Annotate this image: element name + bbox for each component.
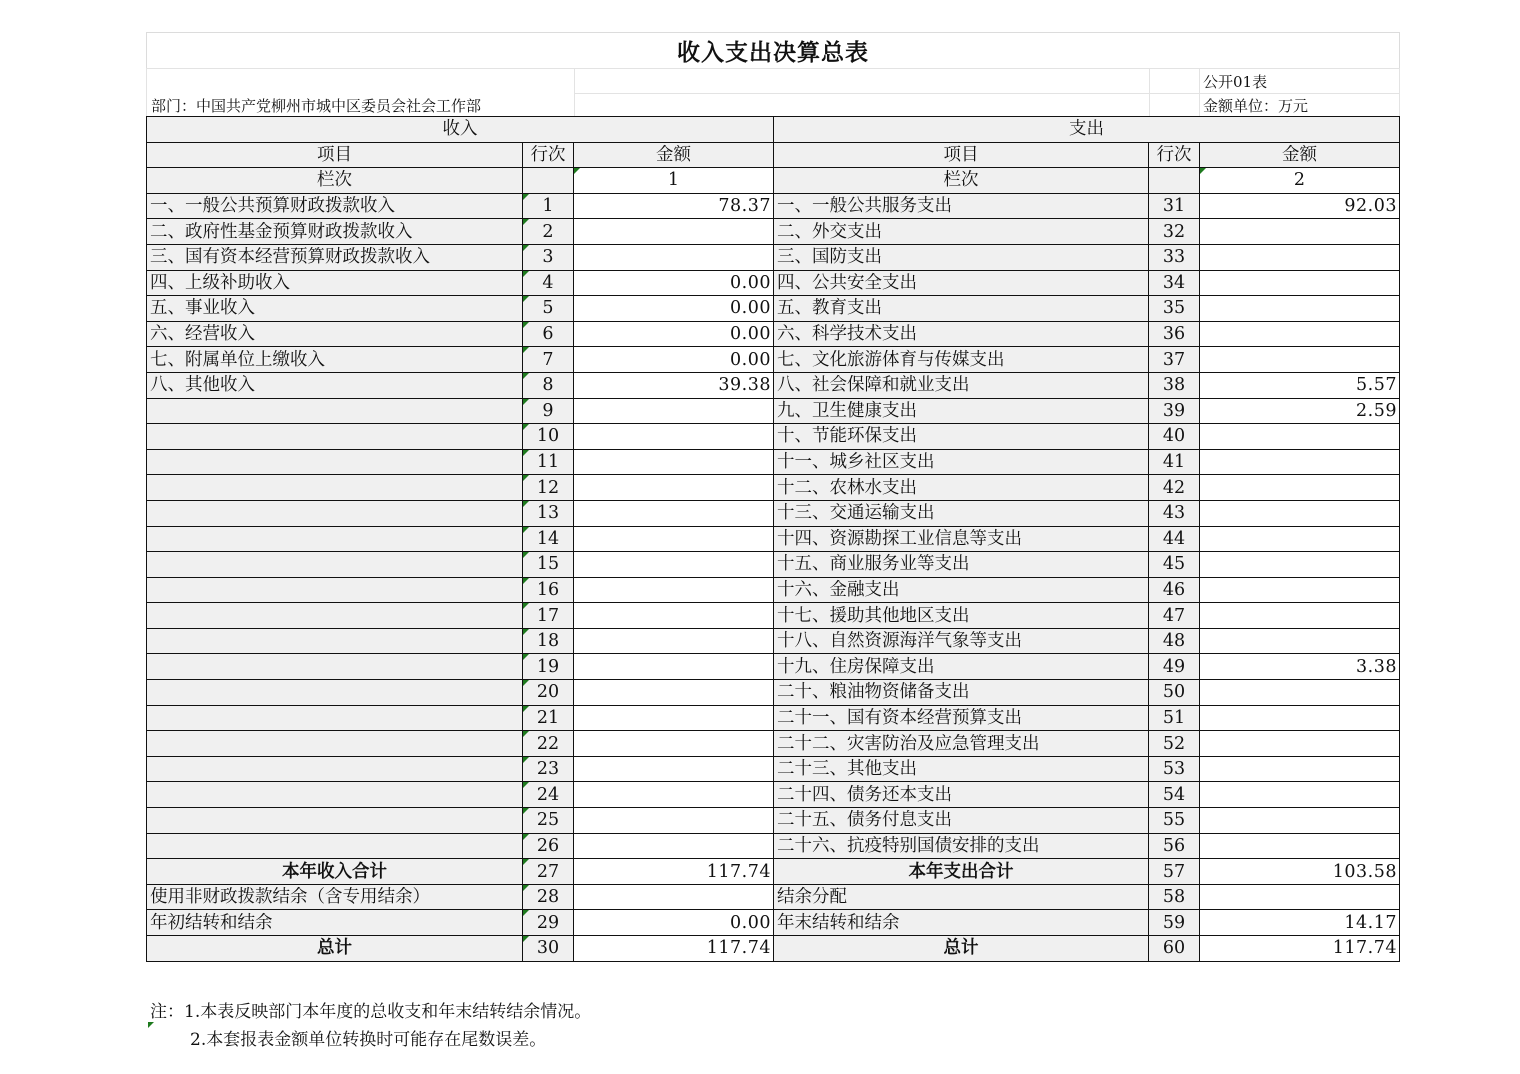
income-item-cell [147,808,523,834]
income-row-number: 29 [523,910,574,936]
income-amount-cell [574,500,774,526]
expense-amount-header: 金额 [1200,142,1400,168]
expense-row-number: 43 [1149,500,1200,526]
income-row-number: 5 [523,296,574,322]
table-row [147,577,1400,603]
table-row [147,449,1400,475]
income-row-number: 30 [523,936,574,962]
expense-item-cell: 二十、粮油物资储备支出 [774,680,1149,706]
cell-note-marker [148,1022,154,1028]
total-row [147,859,1400,885]
expense-item-cell: 二十一、国有资本经营预算支出 [774,705,1149,731]
table-row [147,833,1400,859]
expense-row-number: 59 [1149,910,1200,936]
income-amount-header: 金额 [574,142,774,168]
income-item-cell [147,705,523,731]
expense-row-number: 41 [1149,449,1200,475]
income-item-cell: 使用非财政拨款结余（含专用结余） [147,884,523,910]
income-lanci-empty [523,168,574,194]
expense-amount-cell [1200,603,1400,629]
expense-item-cell: 四、公共安全支出 [774,270,1149,296]
expense-row-header: 行次 [1149,142,1200,168]
income-row-number: 17 [523,603,574,629]
income-amount-cell: 39.38 [574,372,774,398]
income-amount-cell [574,680,774,706]
note-2: 2.本套报表金额单位转换时可能存在尾数误差。 [190,1030,547,1050]
table-row [147,782,1400,808]
income-amount-cell [574,833,774,859]
income-item-cell: 五、事业收入 [147,296,523,322]
income-amount-cell: 78.37 [574,193,774,219]
expense-row-number: 46 [1149,577,1200,603]
income-row-header: 行次 [523,142,574,168]
income-item-cell [147,731,523,757]
expense-item-cell: 二十五、债务付息支出 [774,808,1149,834]
table-row [147,475,1400,501]
income-row-number: 13 [523,500,574,526]
income-amount-cell [574,756,774,782]
income-item-cell [147,449,523,475]
income-item-cell [147,680,523,706]
expense-amount-cell [1200,884,1400,910]
expense-item-cell: 十一、城乡社区支出 [774,449,1149,475]
income-amount-cell: 0.00 [574,296,774,322]
expense-item-cell: 十四、资源勘探工业信息等支出 [774,526,1149,552]
report-meta [146,68,1400,116]
income-amount-cell: 0.00 [574,321,774,347]
income-amount-cell [574,705,774,731]
income-row-number: 11 [523,449,574,475]
income-item-cell: 四、上级补助收入 [147,270,523,296]
expense-amount-cell [1200,424,1400,450]
expense-row-number: 35 [1149,296,1200,322]
income-row-number: 22 [523,731,574,757]
table-row [147,526,1400,552]
expense-item-cell: 一、一般公共服务支出 [774,193,1149,219]
expense-amount-cell: 92.03 [1200,193,1400,219]
expense-row-number: 53 [1149,756,1200,782]
income-section-header: 收入 [147,117,774,143]
table-row [147,398,1400,424]
income-item-cell [147,833,523,859]
expense-lanci-empty [1149,168,1200,194]
expense-item-header: 项目 [774,142,1149,168]
expense-lanci-label: 栏次 [774,168,1149,194]
expense-amount-cell [1200,782,1400,808]
income-amount-cell [574,244,774,270]
table-row [147,552,1400,578]
expense-row-number: 37 [1149,347,1200,373]
expense-item-cell: 二十三、其他支出 [774,756,1149,782]
expense-row-number: 39 [1149,398,1200,424]
income-amount-cell [574,219,774,245]
table-row [147,296,1400,322]
expense-item-cell: 本年支出合计 [774,859,1149,885]
table-row [147,731,1400,757]
income-item-cell [147,526,523,552]
income-item-cell [147,577,523,603]
expense-row-number: 50 [1149,680,1200,706]
expense-item-cell: 十、节能环保支出 [774,424,1149,450]
expense-amount-cell [1200,680,1400,706]
income-amount-cell [574,808,774,834]
table-row [147,603,1400,629]
expense-amount-cell [1200,756,1400,782]
income-amount-cell [574,577,774,603]
expense-item-cell: 五、教育支出 [774,296,1149,322]
income-item-header: 项目 [147,142,523,168]
income-amount-cell [574,449,774,475]
income-row-number: 7 [523,347,574,373]
income-row-number: 19 [523,654,574,680]
income-amount-cell [574,603,774,629]
summary-table [146,116,1400,962]
table-row [147,372,1400,398]
expense-amount-cell: 117.74 [1200,936,1400,962]
table-row [147,219,1400,245]
expense-row-number: 51 [1149,705,1200,731]
expense-amount-cell: 103.58 [1200,859,1400,885]
expense-row-number: 60 [1149,936,1200,962]
note-1: 注：1.本表反映部门本年度的总收支和年末结转结余情况。 [150,1002,592,1022]
income-item-cell: 七、附属单位上缴收入 [147,347,523,373]
expense-item-cell: 年末结转和结余 [774,910,1149,936]
table-row [147,705,1400,731]
expense-item-cell: 十二、农林水支出 [774,475,1149,501]
total-row [147,936,1400,962]
income-amount-cell [574,398,774,424]
income-amount-cell: 0.00 [574,347,774,373]
expense-row-number: 47 [1149,603,1200,629]
income-item-cell [147,500,523,526]
income-item-cell: 本年收入合计 [147,859,523,885]
expense-row-number: 49 [1149,654,1200,680]
income-item-cell: 三、国有资本经营预算财政拨款收入 [147,244,523,270]
income-row-number: 9 [523,398,574,424]
table-row [147,654,1400,680]
expense-row-number: 54 [1149,782,1200,808]
income-row-number: 23 [523,756,574,782]
income-row-number: 4 [523,270,574,296]
income-row-number: 25 [523,808,574,834]
expense-amount-cell: 14.17 [1200,910,1400,936]
income-item-cell: 二、政府性基金预算财政拨款收入 [147,219,523,245]
expense-item-cell: 十八、自然资源海洋气象等支出 [774,628,1149,654]
income-row-number: 27 [523,859,574,885]
income-amount-cell: 117.74 [574,936,774,962]
income-item-cell: 一、一般公共预算财政拨款收入 [147,193,523,219]
expense-row-number: 57 [1149,859,1200,885]
expense-amount-cell [1200,449,1400,475]
expense-item-cell: 十九、住房保障支出 [774,654,1149,680]
expense-item-cell: 十七、援助其他地区支出 [774,603,1149,629]
income-row-number: 1 [523,193,574,219]
income-item-cell [147,756,523,782]
income-item-cell [147,628,523,654]
meta-divider [574,93,1399,94]
expense-item-cell: 二十六、抗疫特别国债安排的支出 [774,833,1149,859]
income-row-number: 16 [523,577,574,603]
income-amount-cell: 117.74 [574,859,774,885]
income-row-number: 26 [523,833,574,859]
expense-amount-cell [1200,347,1400,373]
form-number: 公开01表 [1203,73,1268,91]
income-row-number: 20 [523,680,574,706]
expense-row-number: 52 [1149,731,1200,757]
income-item-cell [147,424,523,450]
expense-amount-cell [1200,244,1400,270]
expense-row-number: 42 [1149,475,1200,501]
income-item-cell [147,603,523,629]
expense-amount-cell [1200,552,1400,578]
table-row [147,756,1400,782]
expense-row-number: 32 [1149,219,1200,245]
expense-row-number: 56 [1149,833,1200,859]
report-title: 收入支出决算总表 [146,32,1400,68]
income-row-number: 8 [523,372,574,398]
income-amount-cell [574,654,774,680]
income-amount-cell [574,628,774,654]
expense-amount-cell [1200,833,1400,859]
report-sheet [146,32,1400,962]
expense-item-cell: 总计 [774,936,1149,962]
department-label: 部门：中国共产党柳州市城中区委员会社会工作部 [151,97,482,115]
income-row-number: 21 [523,705,574,731]
table-body [147,193,1400,961]
expense-item-cell: 二十二、灾害防治及应急管理支出 [774,731,1149,757]
section-header-row [147,117,1400,143]
unit-label: 金额单位：万元 [1203,97,1309,115]
income-amount-cell [574,552,774,578]
income-item-cell [147,398,523,424]
expense-amount-cell: 2.59 [1200,398,1400,424]
expense-row-number: 58 [1149,884,1200,910]
expense-amount-cell [1200,296,1400,322]
income-item-cell [147,552,523,578]
notes [150,998,591,1054]
income-amount-cell: 0.00 [574,270,774,296]
expense-amount-cell [1200,219,1400,245]
table-row [147,321,1400,347]
income-lanci-label: 栏次 [147,168,523,194]
column-index-row [147,168,1400,194]
expense-item-cell: 十五、商业服务业等支出 [774,552,1149,578]
income-item-cell [147,654,523,680]
expense-amount-cell [1200,577,1400,603]
income-row-number: 10 [523,424,574,450]
expense-item-cell: 十三、交通运输支出 [774,500,1149,526]
expense-item-cell: 八、社会保障和就业支出 [774,372,1149,398]
table-row [147,808,1400,834]
expense-item-cell: 九、卫生健康支出 [774,398,1149,424]
expense-amount-cell [1200,628,1400,654]
income-item-cell: 八、其他收入 [147,372,523,398]
income-row-number: 12 [523,475,574,501]
table-row [147,244,1400,270]
income-amount-cell [574,884,774,910]
expense-column-index: 2 [1200,168,1400,194]
expense-item-cell: 十六、金融支出 [774,577,1149,603]
income-amount-cell [574,475,774,501]
income-row-number: 24 [523,782,574,808]
income-amount-cell [574,526,774,552]
expense-amount-cell [1200,500,1400,526]
income-amount-cell [574,731,774,757]
income-amount-cell: 0.00 [574,910,774,936]
expense-row-number: 48 [1149,628,1200,654]
table-row [147,680,1400,706]
expense-amount-cell: 3.38 [1200,654,1400,680]
expense-item-cell: 三、国防支出 [774,244,1149,270]
expense-amount-cell [1200,705,1400,731]
expense-row-number: 33 [1149,244,1200,270]
expense-amount-cell [1200,731,1400,757]
expense-section-header: 支出 [774,117,1400,143]
table-row [147,347,1400,373]
column-header-row [147,142,1400,168]
table-row [147,884,1400,910]
table-row [147,424,1400,450]
income-row-number: 14 [523,526,574,552]
income-item-cell [147,782,523,808]
income-amount-cell [574,782,774,808]
income-item-cell: 年初结转和结余 [147,910,523,936]
income-row-number: 6 [523,321,574,347]
expense-item-cell: 二十四、债务还本支出 [774,782,1149,808]
income-column-index: 1 [574,168,774,194]
expense-row-number: 55 [1149,808,1200,834]
expense-row-number: 38 [1149,372,1200,398]
expense-item-cell: 结余分配 [774,884,1149,910]
income-amount-cell [574,424,774,450]
table-row [147,500,1400,526]
expense-row-number: 36 [1149,321,1200,347]
table-row [147,270,1400,296]
income-item-cell: 六、经营收入 [147,321,523,347]
expense-row-number: 31 [1149,193,1200,219]
income-row-number: 28 [523,884,574,910]
table-row [147,628,1400,654]
income-row-number: 15 [523,552,574,578]
income-item-cell: 总计 [147,936,523,962]
expense-row-number: 34 [1149,270,1200,296]
expense-item-cell: 六、科学技术支出 [774,321,1149,347]
expense-item-cell: 七、文化旅游体育与传媒支出 [774,347,1149,373]
expense-amount-cell [1200,475,1400,501]
expense-amount-cell [1200,321,1400,347]
expense-row-number: 44 [1149,526,1200,552]
expense-amount-cell [1200,270,1400,296]
expense-amount-cell: 5.57 [1200,372,1400,398]
expense-amount-cell [1200,808,1400,834]
expense-row-number: 45 [1149,552,1200,578]
table-row [147,910,1400,936]
income-item-cell [147,475,523,501]
income-row-number: 18 [523,628,574,654]
expense-item-cell: 二、外交支出 [774,219,1149,245]
income-row-number: 3 [523,244,574,270]
income-row-number: 2 [523,219,574,245]
table-row [147,193,1400,219]
expense-amount-cell [1200,526,1400,552]
expense-row-number: 40 [1149,424,1200,450]
